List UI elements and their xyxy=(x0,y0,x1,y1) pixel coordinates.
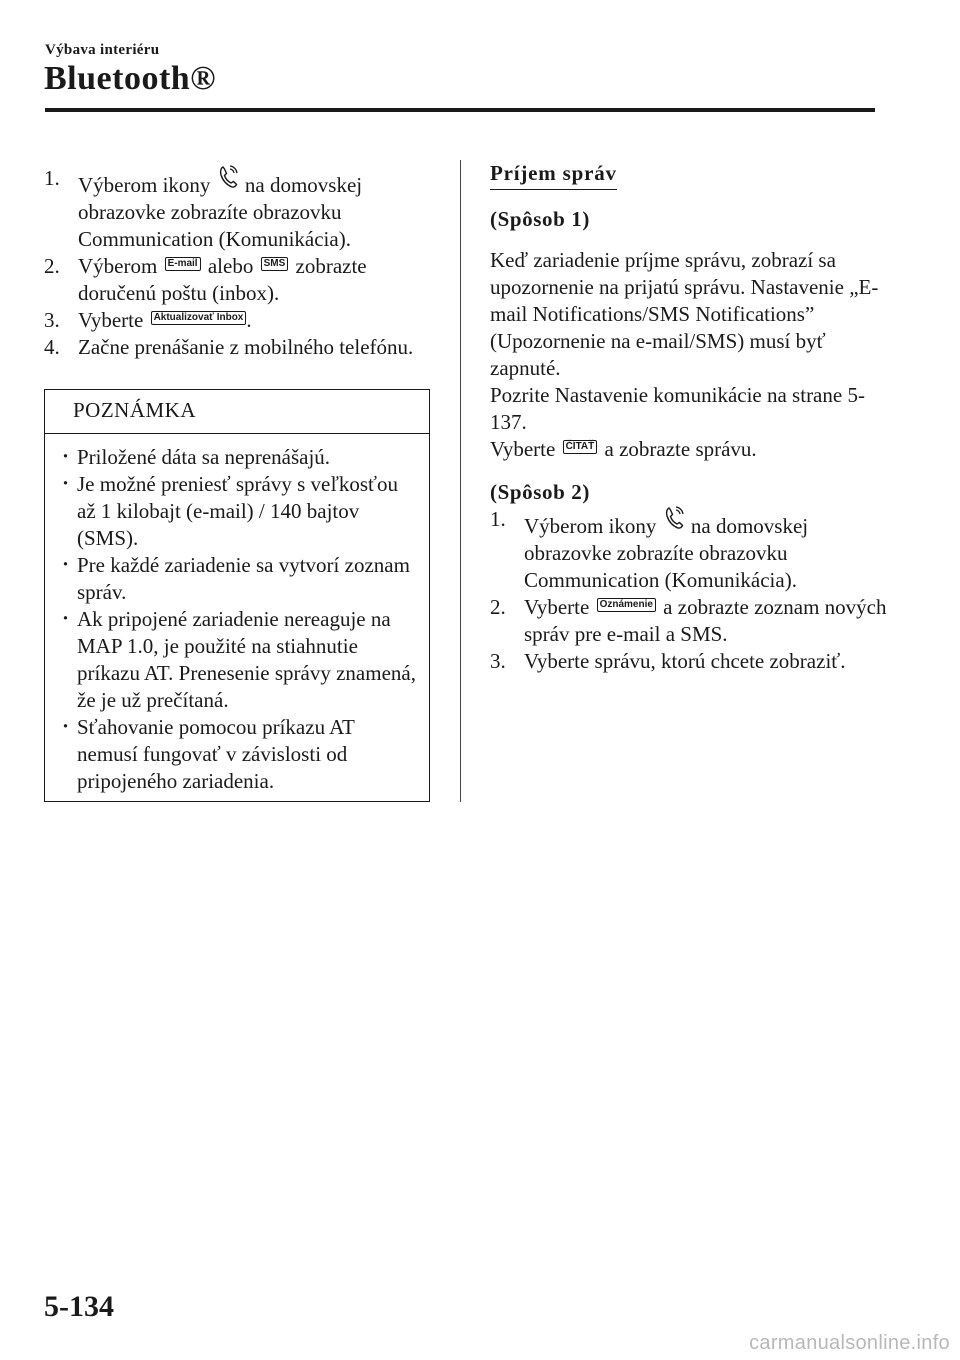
step-number: 2. xyxy=(490,595,506,619)
note-item xyxy=(57,714,417,795)
instruction-text: a zobrazte správu. xyxy=(604,437,757,461)
note-text: Priložené dáta sa neprenášajú. xyxy=(77,445,331,469)
step-text: na domovskej obrazovke zobrazíte obrazovku Communication (Komunikácia). xyxy=(524,514,809,592)
step-item xyxy=(490,648,890,675)
note-body xyxy=(45,434,429,801)
step-number: 1. xyxy=(44,166,60,190)
note-item xyxy=(57,606,417,714)
step-text: Výberom xyxy=(78,254,158,278)
step-list xyxy=(44,165,434,361)
step-number: 2. xyxy=(44,254,60,278)
page-title: Bluetooth® xyxy=(44,60,217,97)
watermark: carmanualsonline.info xyxy=(749,1332,950,1354)
step-number: 3. xyxy=(44,308,60,332)
bullet: · xyxy=(62,444,70,468)
step-text: . xyxy=(246,308,252,332)
header-rule xyxy=(45,108,875,112)
page-number: 5-134 xyxy=(44,1290,114,1323)
note-box xyxy=(44,389,430,802)
step-text: zobrazte doručenú poštu (inbox). xyxy=(78,254,367,305)
step-item xyxy=(490,506,890,594)
step-text: Výberom ikony xyxy=(78,173,211,197)
step-item xyxy=(44,307,434,334)
note-text: Je možné preniesť správy s veľkosťou až 1 kilobajt (e-mail) / 140 bajtov (SMS). xyxy=(77,472,398,550)
section-label: Výbava interiéru xyxy=(45,42,160,58)
step-text: na domovskej obrazovke zobrazíte obrazovku Communication (Komunikácia). xyxy=(78,173,363,251)
instruction-text: Vyberte xyxy=(490,437,556,461)
update-inbox-button: Aktualizovať Inbox xyxy=(151,311,247,325)
sms-button: SMS xyxy=(261,257,289,271)
method-1-instruction xyxy=(490,436,890,463)
bullet: · xyxy=(62,714,70,738)
step-text: Začne prenášanie z mobilného telefónu. xyxy=(78,335,414,359)
method-1-reference: Pozrite Nastavenie komunikácie na strane 5-137. xyxy=(490,383,865,434)
step-text: Vyberte správu, ktorú chcete zobraziť. xyxy=(524,649,846,673)
step-text: Vyberte xyxy=(78,308,144,332)
note-item xyxy=(57,471,417,552)
bullet: · xyxy=(62,552,70,576)
note-text: Pre každé zariadenie sa vytvorí zoznam správ. xyxy=(77,553,410,604)
notification-button: Oznámenie xyxy=(597,598,656,612)
note-text: Ak pripojené zariadenie nereaguje na MAP 1.0, je použité na stiahnutie príkazu AT. Prenesenie správy znamená, že je už prečítaná. xyxy=(77,607,416,712)
step-number: 4. xyxy=(44,335,60,359)
note-item xyxy=(57,552,417,606)
column-divider xyxy=(460,160,461,802)
method-2-steps xyxy=(490,506,890,675)
step-item xyxy=(44,165,434,253)
note-text: Sťahovanie pomocou príkazu AT nemusí fungovať v závislosti od pripojeného zariadenia. xyxy=(77,715,355,793)
phone-icon xyxy=(664,506,684,530)
step-number: 3. xyxy=(490,649,506,673)
method-2-title: (Spôsob 2) xyxy=(490,480,590,504)
note-item xyxy=(57,444,417,471)
left-column xyxy=(44,165,434,802)
step-text: Vyberte xyxy=(524,595,590,619)
subsection-heading: Príjem správ xyxy=(490,160,617,190)
note-heading: POZNÁMKA xyxy=(45,390,429,434)
step-text: a zobrazte zoznam nových správ pre e-mail a SMS. xyxy=(524,595,887,646)
step-item xyxy=(44,253,434,307)
method-1-paragraph: Keď zariadenie príjme správu, zobrazí sa upozornenie na prijatú správu. Nastavenie „E-mail Notifications/SMS Notifications” (Upozornenie na e-mail/SMS) musí byť zapnuté. xyxy=(490,248,879,380)
step-item xyxy=(44,334,434,361)
step-item xyxy=(490,594,890,648)
email-button: E-mail xyxy=(165,257,201,271)
read-button: ČÍTAŤ xyxy=(563,440,598,454)
bullet: · xyxy=(62,471,70,495)
bullet: · xyxy=(62,606,70,630)
phone-icon xyxy=(218,165,238,189)
method-1-title: (Spôsob 1) xyxy=(490,207,590,231)
step-text: Výberom ikony xyxy=(524,514,657,538)
note-list xyxy=(57,444,417,795)
step-text: alebo xyxy=(207,254,254,278)
right-column xyxy=(490,160,890,675)
step-number: 1. xyxy=(490,507,506,531)
